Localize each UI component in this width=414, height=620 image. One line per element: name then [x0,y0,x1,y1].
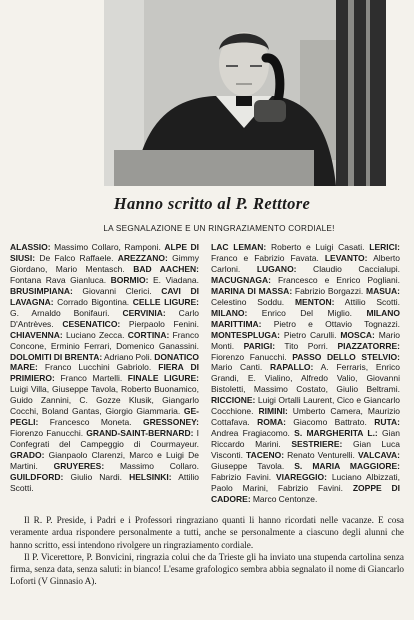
place-name: ALPE DI SIUSI: [10,242,199,263]
place-name: TACENO: [246,450,285,461]
mentions-column-left [10,242,199,514]
place-names: Franco e Fabrizio Favata. [211,252,325,263]
place-name: ROMA: [257,417,286,428]
place-name: RAPALLO: [270,362,314,373]
place-names: Francesco e Enrico Pogliani. [270,274,400,285]
place-name: BAD AACHEN: [133,263,199,274]
place-names: Luigi Ortalli Laurent, Cico e Giancarlo Cocchione. [211,395,400,417]
place-names: Pierpaolo Fenini. [120,318,199,329]
place-name: CERVINIA: [122,307,166,318]
place-names: Giovanni Clerici. [72,285,162,296]
place-name: MACUGNAGA: [211,274,271,285]
place-name: GRAND-SAINT-BERNARD: [86,428,194,439]
place-names: E. Viadana. [148,274,199,285]
mentions-column-right [211,242,400,514]
place-name: MOSCA: [340,329,375,340]
place-name: MASUA: [366,285,400,296]
place-names: Luciano Zecca. [62,329,128,340]
place-names: Claudio Caccialupi. [296,263,400,274]
place-names: Giuseppe Tavola. [211,461,295,472]
place-names: Celestino Soddu. [211,296,295,307]
place-names: Gian Luca Visconti. [211,439,400,461]
place-names: Mario Monti. [211,329,400,351]
place-name: MILANO MARITTIMA: [211,307,400,329]
place-name: GRESSONEY: [142,417,199,428]
place-name: RUTA: [374,417,400,428]
place-names: De Falco Raffaele. [35,252,118,263]
place-names: Franco Martelli. [54,373,128,384]
place-names: Enrico Del Miglio. [247,307,367,318]
place-name: LUGANO: [256,263,297,274]
place-name: CHIAVENNA: [10,329,63,340]
place-names: Attilio Scotti. [334,296,400,307]
place-names: Corrado Bigontina. [53,296,133,307]
place-name: PIAZZATORRE: [337,340,400,351]
place-names: Fontana Rava Gianluca. [10,274,111,285]
place-name: RIMINI: [258,406,288,417]
place-name: S. MARIA MAGGIORE: [294,461,400,472]
place-names: Fabrizio Borgazzi. [292,285,366,296]
place-name: MONTESPLUGA: [211,329,280,340]
place-name: LEVANTO: [324,252,368,263]
place-names: Marco Centonze. [250,493,318,504]
place-names: Renato Venturelli. [284,450,358,461]
place-name: BORMIO: [110,274,149,285]
mentions-columns [10,242,400,514]
place-names: Fiorenzo Fanucchi. [10,428,87,439]
place-name: HELSINKI: [129,472,172,483]
place-names: Alberto Carloni. [211,252,400,274]
photo-illustration [104,0,386,186]
place-name: FIERA DI PRIMIERO: [10,362,199,384]
place-name: DOLOMITI DI BRENTA: [10,351,103,362]
article-headline: Hanno scritto al P. Retttore [113,194,311,213]
thanks-paragraph: Il R. P. Preside, i Padri e i Professori ringraziano quanti li hanno ricordati nelle vacanze. E cosa veramente ardua rispondere personalmente a tutti, anche se personalmente a ciascuno degli alunni che hanno scritto, essi intendono rivolgere un ringraziamento cordiale. [10,515,404,550]
vicerector-paragraph: Il P. Vicerettore, P. Bonvicini, ringrazia colui che da Trieste gli ha inviato una stupenda cartolina senza firma, senza data, senza saluti: in bianco! L'esame grafologico sembra abbia segnalato il nome di Giancarlo Loforti (V Ginnasio A). [10,551,404,587]
place-name: S. MARGHERITA L.: [294,428,378,439]
place-name: BRUSIMPIANA: [10,285,73,296]
place-names: I Confegrati del Campeggio di Courmayeur. [10,428,199,450]
place-names: Adriano Poli. [102,351,155,362]
place-name: GRADO: [10,450,45,461]
place-names: Francesco Moneta. [38,417,143,428]
place-names: Giacomo Battrato. [285,417,375,428]
place-names: Gimmy Giordano, Mario Mentasch. [10,252,199,274]
place-names: Fabrizio Favini. [211,472,276,483]
place-name: CESENATICO: [62,318,121,329]
place-names: Umberto Camera, Maurizio Cottafava. [211,406,400,428]
place-names: A. Ferraris, Enrico Grandi, E. Vialino, Alfredo Valio, Giovanni Bistoletti, Massimo Costato, Giulio Beltrami. [211,362,400,395]
place-names: Massimo Collaro. [104,461,199,472]
place-names: Franco Lucchini Gabriolo. [37,362,159,373]
place-names: Gianpaolo Clarenzi, Marco e Luigi De Martini. [10,450,199,472]
article-subhead: LA SEGNALAZIONE E UN RINGRAZIAMENTO CORDIALE! [103,224,335,233]
place-names: Roberto e Luigi Casati. [266,242,370,252]
place-name: SESTRIERE: [291,439,343,450]
place-name: MENTON: [294,296,335,307]
place-names: Franco Concone, Erminio Ferrari, Domenico Ganassini. [10,329,199,351]
place-names: Massimo Collaro, Ramponi. [50,242,165,252]
place-name: MARINA DI MASSA: [211,285,293,296]
place-names: Luigi Villa, Giuseppe Tavola, Roberto Buonamico, Guido Zannini, C. Gozze Klusik, Giangarlo Cocchi, Boland Gantas, Giorgio Giammaria. [10,384,199,417]
place-name: VALCAVA: [357,450,400,461]
place-name: CORTINA: [127,329,170,340]
place-name: AREZZANO: [117,252,168,263]
place-name: GUILDFORD: [10,472,64,483]
place-names: Tito Porri. [275,340,338,351]
place-name: GRUYERES: [53,461,105,472]
place-names: Attilio Scotti. [10,472,199,493]
place-name: RICCIONE: [211,395,256,406]
place-name: FINALE LIGURE: [127,373,199,384]
place-name: ZOPPE DI CADORE: [211,482,400,504]
place-name: GE-PEGLI: [10,406,199,428]
place-names: Giulio Nardi. [63,472,130,483]
place-names: Mario Canti. [211,362,271,373]
place-names: Fiorenzo Fanucchi. [211,351,293,362]
place-names: Luciano Albizzati, Paolo Marini, Fabrizio Favini. [211,472,400,493]
place-name: VIAREGGIO: [275,472,327,483]
place-name: LAC LEMAN: [211,242,267,252]
place-names: Gian Riccardo Marini. [211,428,400,450]
closing-text [10,514,404,588]
place-names: Pietro Carulli. [279,329,341,340]
rector-photo [104,0,386,186]
place-names: Andrea Fragiacomo. [211,428,295,439]
place-names: Pietro e Ottavio Tognazzi. [261,318,400,329]
place-name: PASSO DELLO STELVIO: [292,351,400,362]
place-name: MILANO: [211,307,248,318]
place-name: CELLE LIGURE: [132,296,199,307]
place-names: G. Arnaldo Bonifauri. [10,307,123,318]
place-name: PARIGI: [243,340,276,351]
place-name: CAVI DI LAVAGNA: [10,285,199,307]
place-names: Carlo D'Antrèves. [10,307,199,329]
place-name: DONATICO MARE: [10,351,199,373]
place-name: ALASSIO: [10,242,51,252]
place-name: LERICI: [369,242,400,252]
